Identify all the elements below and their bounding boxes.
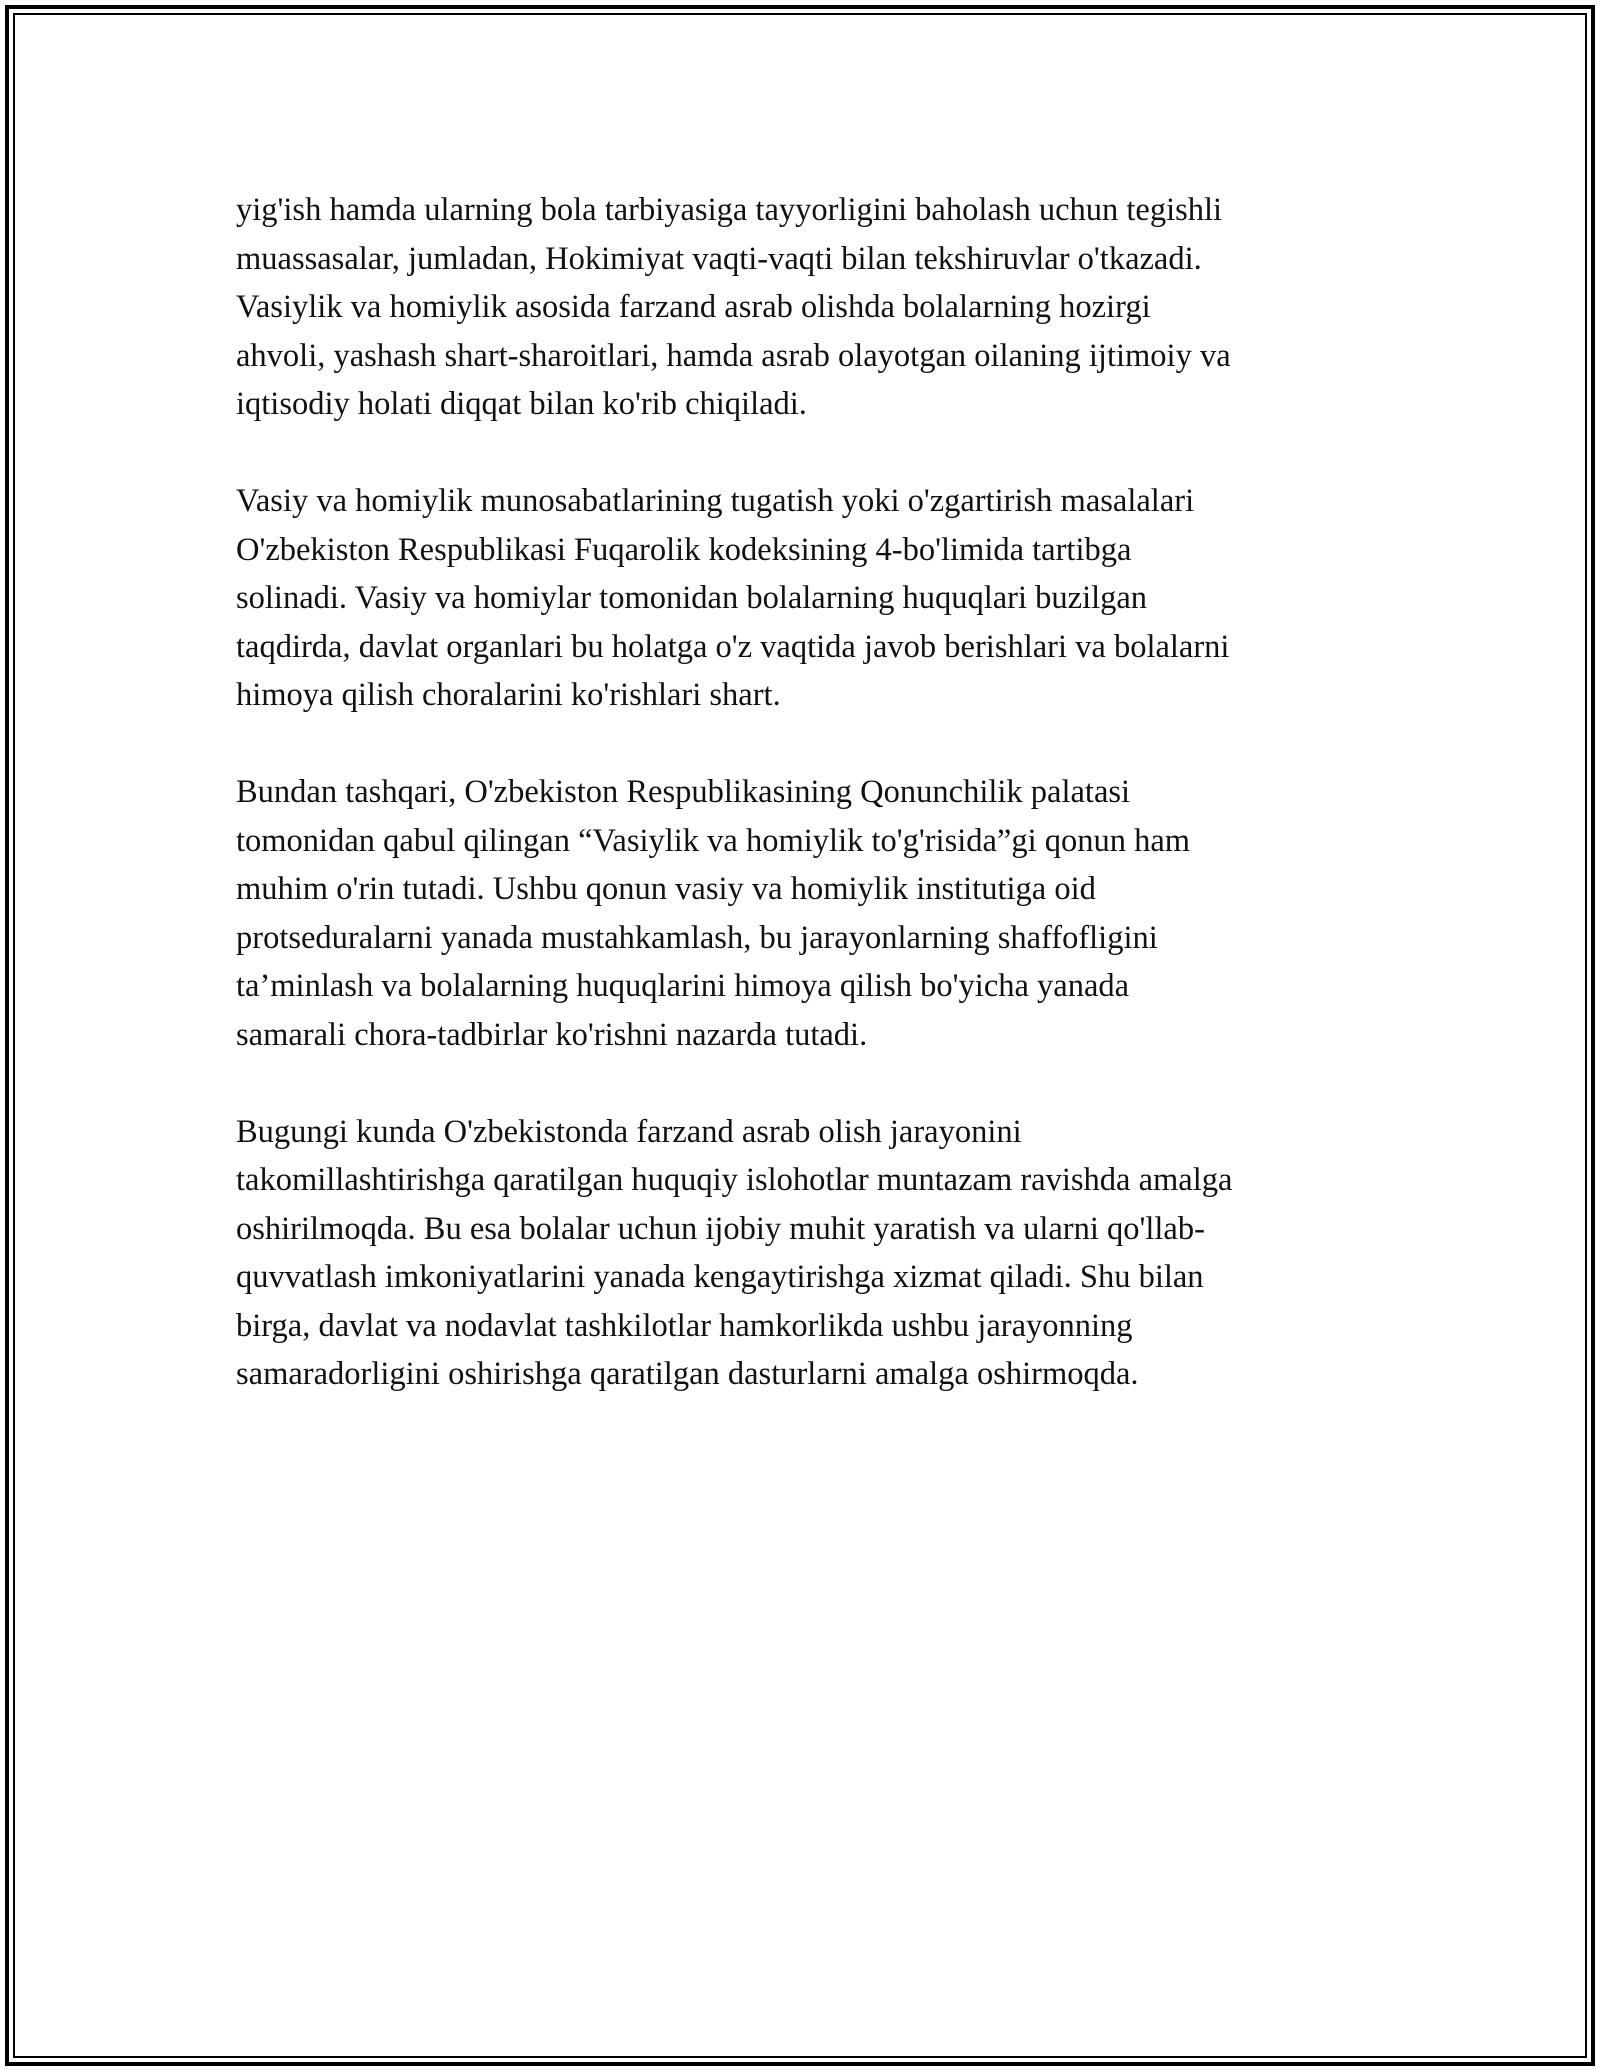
text-line: protseduralarni yanada mustahkamlash, bu jarayonlarning shaffofligini [236, 919, 1158, 956]
text-line: birga, davlat va nodavlat tashkilotlar hamkorlikda ushbu jarayonning [236, 1307, 1133, 1344]
text-line: takomillashtirishga qaratilgan huquqiy islohotlar muntazam ravishda amalga [236, 1162, 1233, 1198]
document-body [236, 186, 1376, 1447]
text-line: quvvatlash imkoniyatlarini yanada kengaytirishga xizmat qiladi. Shu bilan [236, 1259, 1204, 1295]
text-line: muhim o'rin tutadi. Ushbu qonun vasiy va homiylik institutiga oid [236, 871, 1096, 907]
text-line: iqtisodiy holati diqqat bilan ko'rib chiqiladi. [236, 386, 807, 422]
text-line: ahvoli, yashash shart-sharoitlari, hamda asrab olayotgan oilaning ijtimoiy va [236, 337, 1231, 374]
paragraph-1 [236, 186, 1376, 429]
text-line: taqdirda, davlat organlari bu holatga o'z vaqtida javob berishlari va bolalarni [236, 628, 1230, 665]
paragraph-3 [236, 768, 1376, 1059]
text-line: tomonidan qabul qilingan “Vasiylik va homiylik to'g'risida”gi qonun ham [236, 822, 1191, 859]
text-line: samaradorligini oshirishga qaratilgan dasturlarni amalga oshirmoqda. [236, 1356, 1139, 1392]
text-line: Bugungi kunda O'zbekistonda farzand asrab olish jarayonini [236, 1113, 1022, 1150]
text-line: muassasalar, jumladan, Hokimiyat vaqti-vaqti bilan tekshiruvlar o'tkazadi. [236, 240, 1202, 277]
text-line: Vasiy va homiylik munosabatlarining tugatish yoki o'zgartirish masalalari [236, 483, 1195, 519]
paragraph-4 [236, 1108, 1376, 1399]
text-line: Vasiylik va homiylik asosida farzand asrab olishda bolalarning hozirgi [236, 289, 1151, 325]
text-line: O'zbekiston Respublikasi Fuqarolik kodeksining 4-bo'limida tartibga [236, 531, 1132, 568]
text-line: oshirilmoqda. Bu esa bolalar uchun ijobiy muhit yaratish va ularni qo'llab- [236, 1210, 1205, 1247]
text-line: ta’minlash va bolalarning huquqlarini himoya qilish bo'yicha yanada [236, 968, 1130, 1004]
text-line: yig'ish hamda ularning bola tarbiyasiga tayyorligini baholash uchun tegishli [236, 192, 1223, 228]
text-line: samarali chora-tadbirlar ko'rishni nazarda tutadi. [236, 1016, 868, 1053]
text-line: himoya qilish choralarini ko'rishlari shart. [236, 677, 781, 713]
text-line: solinadi. Vasiy va homiylar tomonidan bolalarning huquqlari buzilgan [236, 580, 1148, 616]
paragraph-2 [236, 477, 1376, 720]
text-line: Bundan tashqari, O'zbekiston Respublikasining Qonunchilik palatasi [236, 774, 1131, 810]
